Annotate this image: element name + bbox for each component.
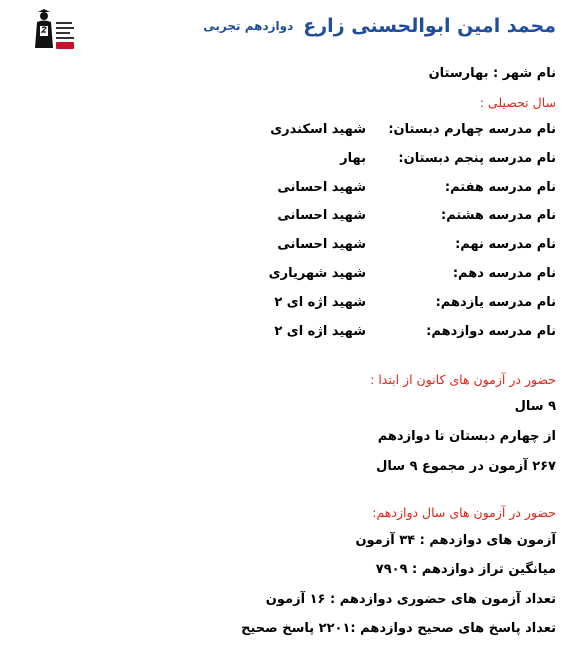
school-row [226, 237, 556, 252]
kanoon-years: ۹ سال [514, 399, 556, 414]
school-value: بهار [340, 151, 366, 166]
kanoon-total: ۲۶۷ آزمون در مجموع ۹ سال [376, 459, 556, 474]
year12-heading: حضور در آزمون های سال دوازدهم: [372, 505, 556, 520]
school-label: نام مدرسه پنجم دبستان: [398, 151, 556, 166]
school-value: شهید احسانی [277, 237, 366, 252]
school-label: نام مدرسه نهم: [455, 237, 556, 252]
school-row [226, 208, 556, 223]
year12-correct-answers: تعداد پاسخ های صحیح دوازدهم :۲۲۰۱ پاسخ صحیح [241, 621, 556, 636]
school-value: شهید احسانی [277, 180, 366, 195]
school-label: نام مدرسه دوازدهم: [426, 324, 556, 339]
school-row [226, 324, 556, 339]
school-label: نام مدرسه یازدهم: [435, 295, 556, 310]
school-label: نام مدرسه چهارم دبستان: [388, 122, 556, 137]
school-value: شهید اژه ای ۲ [274, 295, 366, 310]
kanoon-heading: حضور در آزمون های کانون از ابتدا : [370, 372, 556, 387]
school-row [226, 266, 556, 281]
kanoon-range: از چهارم دبستان تا دوازدهم [377, 429, 556, 444]
school-label: نام مدرسه دهم: [452, 266, 556, 281]
year12-exams: آزمون های دوازدهم : ۳۴ آزمون [355, 533, 556, 548]
student-name: محمد امین ابوالحسنی زارع [303, 15, 556, 37]
school-row [226, 122, 556, 137]
grade-label: دوازدهم تجربی [203, 19, 294, 33]
school-row [226, 295, 556, 310]
academic-year-heading: سال تحصیلی : [479, 95, 556, 110]
school-value: شهید اسکندری [270, 122, 366, 137]
school-label: نام مدرسه هفتم: [444, 180, 556, 195]
school-row [226, 151, 556, 166]
school-value: شهید احسانی [277, 208, 366, 223]
school-row [226, 180, 556, 195]
school-value: شهید شهریاری [268, 266, 366, 281]
city-line: نام شهر : بهارستان [428, 66, 556, 81]
title-row [56, 8, 556, 44]
year12-average: میانگین تراز دوازدهم : ۷۹۰۹ [375, 562, 556, 577]
school-value: شهید اژه ای ۲ [274, 324, 366, 339]
year12-in-person: تعداد آزمون های حضوری دوازدهم : ۱۶ آزمون [265, 592, 556, 607]
school-label: نام مدرسه هشتم: [441, 208, 556, 223]
